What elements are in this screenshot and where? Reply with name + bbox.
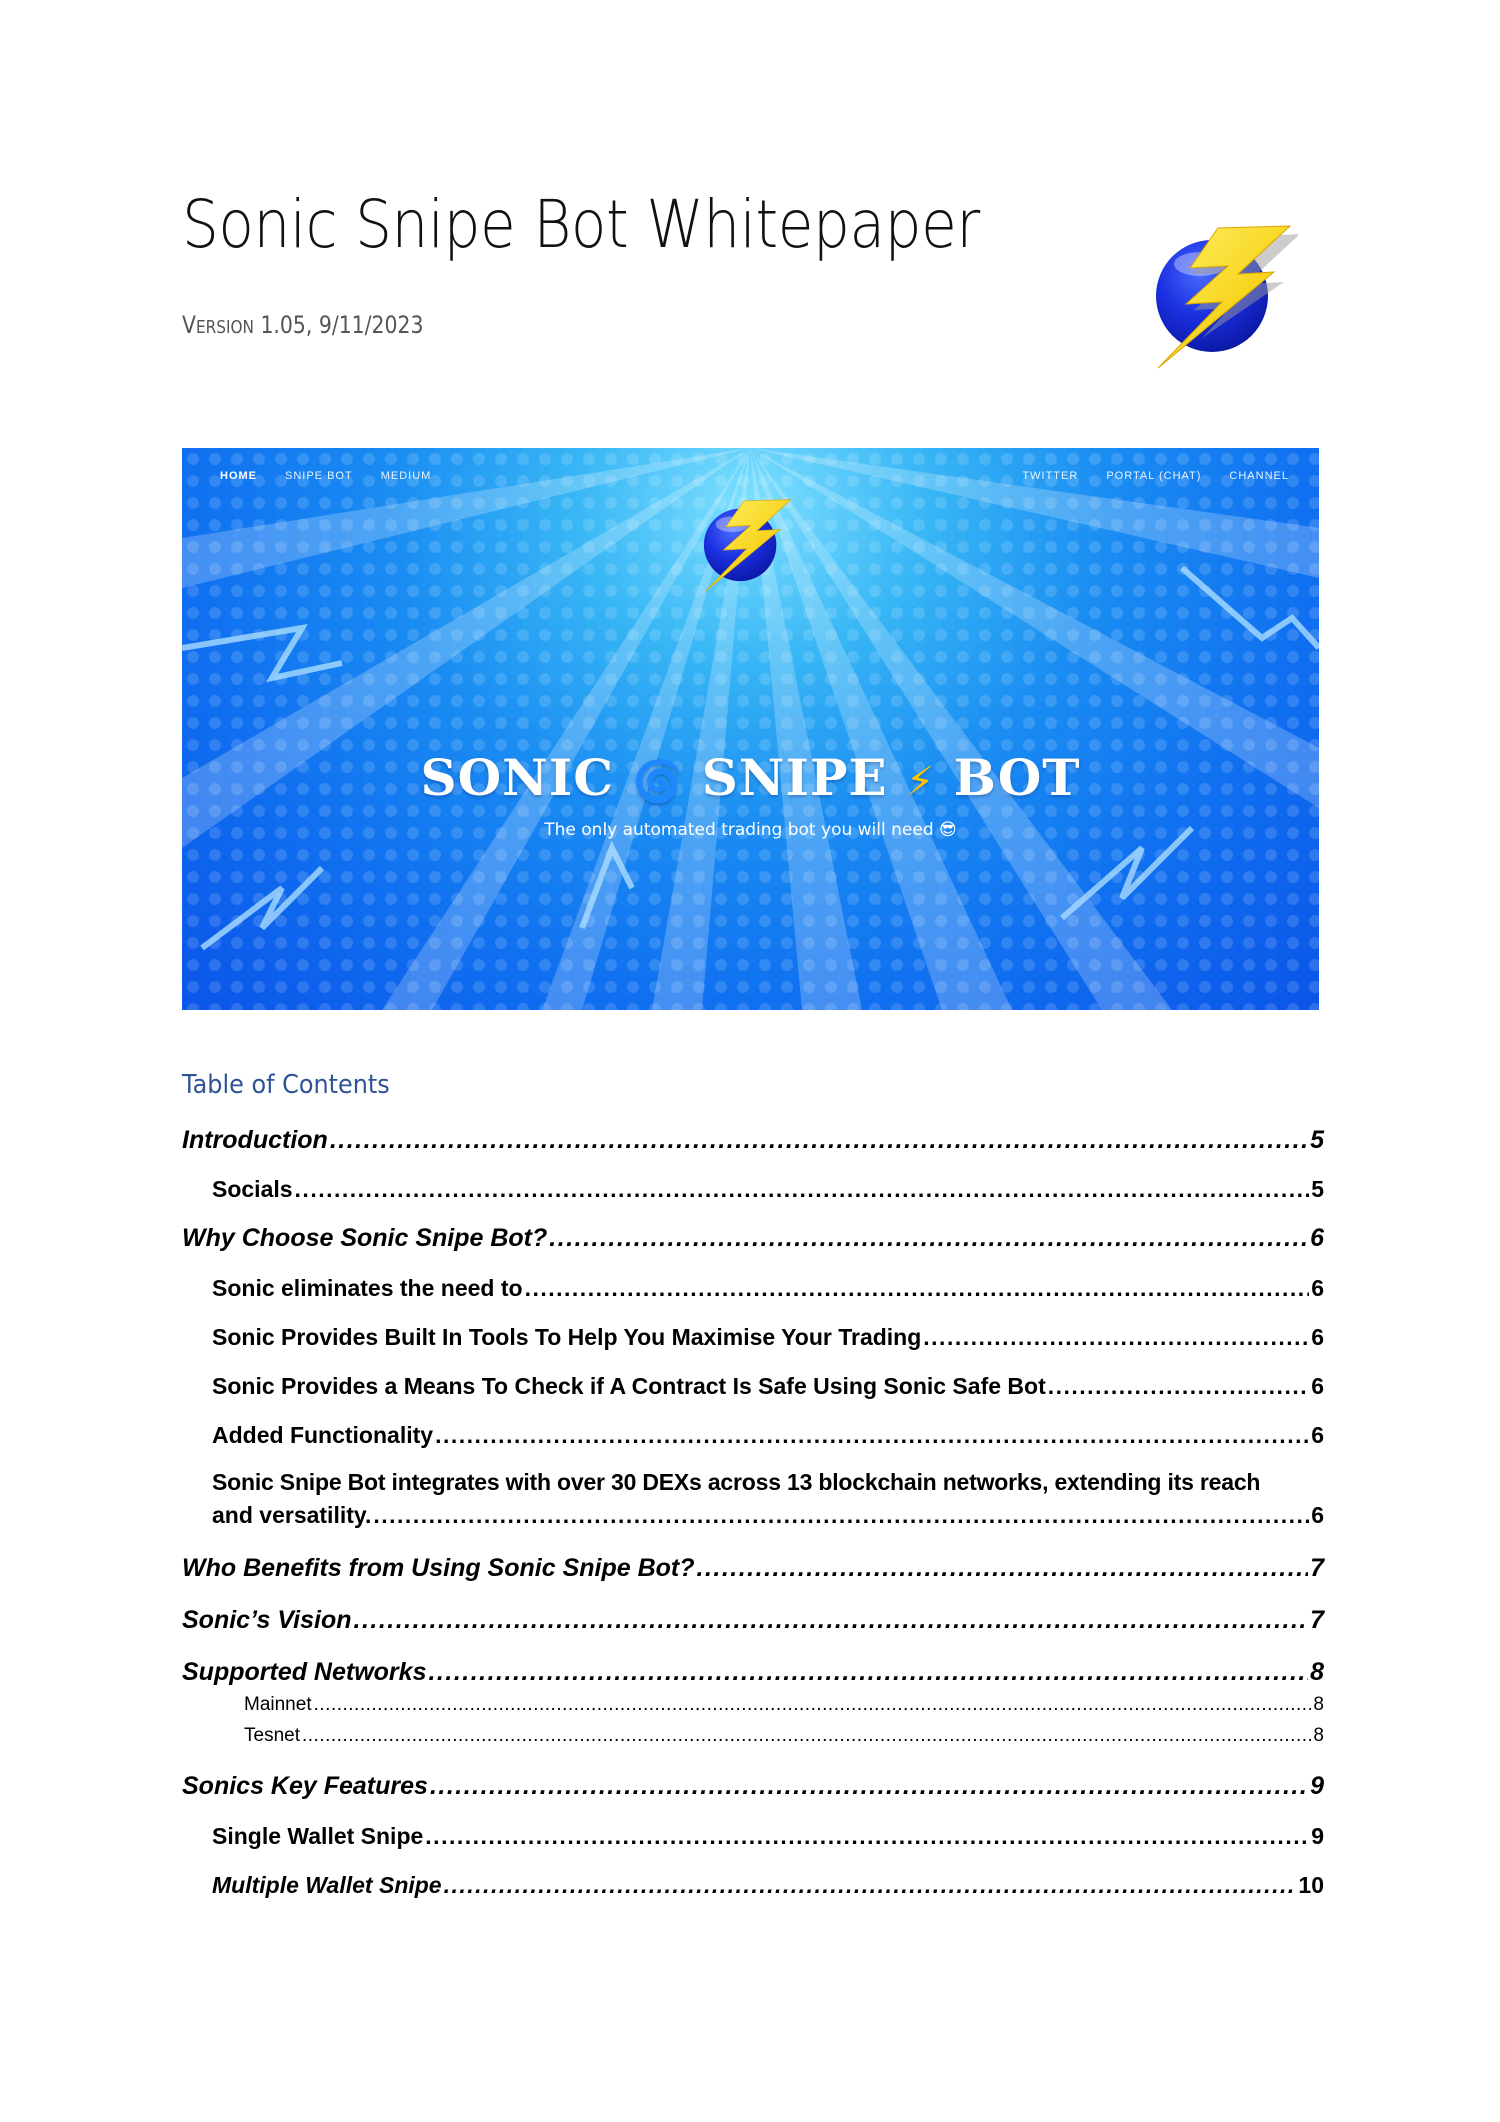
toc-page-number: 9 [1311, 1823, 1324, 1849]
toc-page-number: 8 [1313, 1725, 1324, 1746]
banner-nav-right [994, 470, 1289, 482]
toc-dot-leader [430, 1772, 1308, 1801]
toc-dot-leader [373, 1502, 1309, 1529]
cyclone-emoji-icon: 🌀 [632, 759, 684, 805]
toc-entry-label: Why Choose Sonic Snipe Bot? [182, 1224, 548, 1252]
toc-entry-label: Who Benefits from Using Sonic Snipe Bot? [182, 1554, 695, 1582]
toc-entry-label: Sonics Key Features [182, 1772, 428, 1800]
hero-banner-image [182, 448, 1319, 1010]
toc-entry-label: Socials [212, 1176, 293, 1202]
toc-heading: Table of Contents [182, 1070, 390, 1100]
toc-page-number: 7 [1310, 1554, 1324, 1582]
document-title: Sonic Snipe Bot Whitepaper [182, 186, 980, 263]
toc-entry-label: Sonic eliminates the need to [212, 1275, 523, 1301]
banner-nav-left [220, 470, 459, 482]
document-version [182, 311, 423, 339]
toc-entry-single-wallet-snipe[interactable] [182, 1823, 1324, 1850]
toc-page-number: 5 [1311, 1176, 1324, 1202]
nav-link-snipe-bot[interactable]: SNIPE BOT [285, 470, 353, 482]
toc-entry-label: Introduction [182, 1126, 328, 1154]
toc-entry-label: Added Functionality [212, 1422, 434, 1448]
toc-entry-label-line1: Sonic Snipe Bot integrates with over 30 DEXs across 13 blockchain networks, extending its reach [212, 1469, 1261, 1495]
toc-entry-label-line2: and versatility. [212, 1502, 372, 1528]
toc-dot-leader [295, 1176, 1310, 1203]
headline-word-sonic: SONIC [420, 748, 615, 807]
toc-entry-introduction[interactable] [182, 1126, 1324, 1155]
toc-page-number: 6 [1311, 1502, 1324, 1528]
toc-dot-leader [923, 1324, 1309, 1351]
toc-page-number: 6 [1311, 1324, 1324, 1350]
lightning-orb-icon [1138, 208, 1298, 378]
toc-dot-leader [435, 1422, 1309, 1449]
headline-word-snipe: SNIPE [701, 748, 888, 807]
toc-page-number: 7 [1310, 1606, 1324, 1634]
toc-entry-label: Mainnet [244, 1694, 312, 1715]
toc-page-number: 10 [1298, 1872, 1324, 1898]
lightning-emoji-icon: ⚡ [906, 759, 936, 805]
version-prefix: V [182, 311, 196, 339]
toc-entry-dex-integrations[interactable] [212, 1469, 1324, 1529]
banner-lightning-orb-icon [684, 488, 804, 598]
toc-entry-label: Sonic’s Vision [182, 1606, 352, 1634]
toc-page-number: 8 [1310, 1658, 1324, 1686]
toc-entry-label: Sonic Provides a Means To Check if A Contract Is Safe Using Sonic Safe Bot [212, 1373, 1046, 1399]
toc-dot-leader [425, 1823, 1309, 1850]
toc-entry-why-choose[interactable] [182, 1224, 1324, 1253]
toc-dot-leader [354, 1606, 1309, 1635]
toc-entry-who-benefits[interactable] [182, 1554, 1324, 1583]
toc-entry-vision[interactable] [182, 1606, 1324, 1635]
version-prefix-smallcaps: ERSION [195, 317, 254, 338]
toc-entry-mainnet[interactable] [182, 1694, 1324, 1716]
nav-link-portal-chat[interactable]: PORTAL (CHAT) [1106, 470, 1202, 482]
toc-dot-leader [428, 1658, 1308, 1687]
nav-link-twitter[interactable]: TWITTER [1022, 470, 1079, 482]
toc-entry-label: Sonic Provides Built In Tools To Help You Maximise Your Trading [212, 1324, 922, 1350]
toc-page-number: 6 [1311, 1422, 1324, 1448]
toc-page-number: 6 [1311, 1373, 1324, 1399]
nav-link-channel[interactable]: CHANNEL [1229, 470, 1289, 482]
toc-page-number: 6 [1311, 1275, 1324, 1301]
toc-entry-tesnet[interactable] [182, 1725, 1324, 1747]
toc-page-number: 8 [1313, 1694, 1324, 1715]
toc-entry-label: Multiple Wallet Snipe [212, 1872, 442, 1898]
nav-link-medium[interactable]: MEDIUM [380, 470, 432, 482]
toc-page-number: 5 [1310, 1126, 1324, 1154]
toc-dot-leader [525, 1275, 1310, 1302]
toc-dot-leader [444, 1872, 1297, 1899]
banner-headline [182, 748, 1319, 807]
toc-entry-label: Tesnet [244, 1725, 300, 1746]
toc-entry-socials[interactable] [182, 1176, 1324, 1203]
toc-dot-leader [302, 1725, 1311, 1747]
toc-entry-built-in-tools[interactable] [182, 1324, 1324, 1351]
toc-entry-added-functionality[interactable] [182, 1422, 1324, 1449]
version-number-date: 1.05, 9/11/2023 [253, 311, 424, 339]
toc-dot-leader [549, 1224, 1308, 1253]
toc-entry-contract-safe[interactable] [182, 1373, 1324, 1400]
toc-dot-leader [330, 1126, 1308, 1155]
toc-entry-label: Supported Networks [182, 1658, 427, 1686]
toc-page-number: 9 [1310, 1772, 1324, 1800]
banner-tagline: The only automated trading bot you will need 😎 [544, 820, 957, 840]
toc-entry-eliminates-need[interactable] [182, 1275, 1324, 1302]
toc-dot-leader [1048, 1373, 1309, 1400]
toc-entry-key-features[interactable] [182, 1772, 1324, 1801]
toc-entry-supported-networks[interactable] [182, 1658, 1324, 1687]
toc-page-number: 6 [1310, 1224, 1324, 1252]
toc-entry-multiple-wallet-snipe[interactable] [182, 1872, 1324, 1899]
nav-link-home[interactable]: HOME [220, 470, 257, 482]
toc-dot-leader [697, 1554, 1309, 1583]
headline-word-bot: BOT [953, 748, 1081, 807]
toc-dot-leader [314, 1694, 1312, 1716]
toc-entry-label: Single Wallet Snipe [212, 1823, 424, 1849]
